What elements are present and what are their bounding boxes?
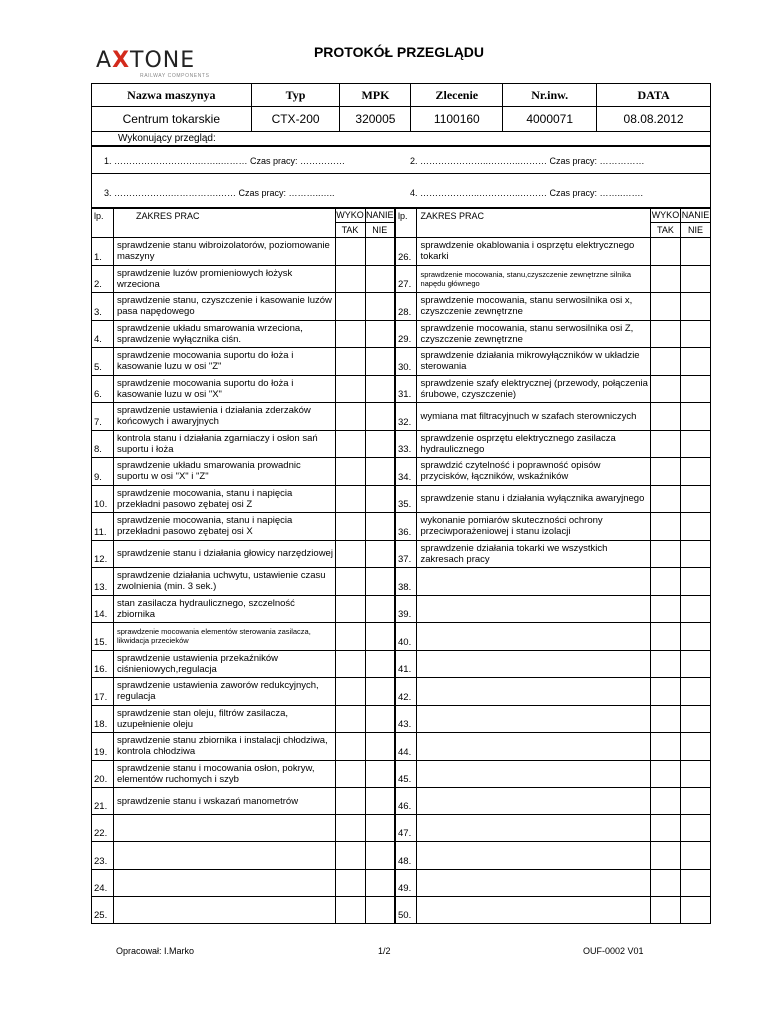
item-number: 25.	[92, 896, 114, 923]
item-number: 9.	[92, 458, 114, 486]
item-description: sprawdzenie okablowania i osprzętu elektrycznego tokarki	[417, 238, 650, 266]
item-number: 38.	[395, 568, 417, 596]
machine-info-table	[91, 83, 711, 132]
col-type: Typ	[251, 84, 340, 107]
yes-checkbox-cell[interactable]	[650, 678, 680, 706]
lp-header: lp.	[395, 209, 417, 238]
item-description	[417, 842, 650, 869]
no-checkbox-cell[interactable]	[680, 842, 710, 869]
no-checkbox-cell[interactable]	[365, 265, 395, 293]
value-inventory-no: 4000071	[503, 107, 597, 132]
item-number: 31.	[395, 375, 417, 403]
no-checkbox-cell[interactable]	[680, 348, 710, 376]
col-order: Zlecenie	[411, 84, 503, 107]
item-number: 44.	[395, 733, 417, 761]
item-description: sprawdzenie stan oleju, filtrów zasilacza, uzupełnienie oleju	[113, 705, 335, 733]
table-row	[92, 403, 711, 431]
item-description: sprawdzenie stanu i działania wyłącznika awaryjnego	[417, 485, 650, 513]
item-description: sprawdzenie stanu i mocowania osłon, pokryw, elementów ruchomych i szyb	[113, 760, 335, 788]
item-number: 40.	[395, 623, 417, 651]
col-date: DATA	[597, 84, 711, 107]
no-checkbox-cell[interactable]	[365, 348, 395, 376]
item-description	[113, 869, 335, 896]
no-checkbox-cell[interactable]	[365, 320, 395, 348]
no-checkbox-cell[interactable]	[680, 265, 710, 293]
yes-checkbox-cell[interactable]	[650, 896, 680, 923]
value-order: 1100160	[411, 107, 503, 132]
item-description: sprawdzenie działania mikrowyłączników w układzie sterowania	[417, 348, 650, 376]
item-number: 50.	[395, 896, 417, 923]
table-row	[92, 458, 711, 486]
value-date: 08.08.2012	[597, 107, 711, 132]
item-number: 46.	[395, 788, 417, 815]
table-row	[92, 348, 711, 376]
machine-info-header-row	[92, 84, 711, 107]
yes-checkbox-cell[interactable]	[335, 678, 365, 706]
yes-header: TAK	[650, 223, 680, 238]
yes-checkbox-cell[interactable]	[335, 375, 365, 403]
item-number: 16.	[92, 650, 114, 678]
done-header-a: WYKO	[335, 209, 365, 223]
item-description	[417, 869, 650, 896]
no-checkbox-cell[interactable]	[680, 513, 710, 541]
yes-checkbox-cell[interactable]	[335, 540, 365, 568]
table-row	[92, 430, 711, 458]
yes-checkbox-cell[interactable]	[335, 568, 365, 596]
inspectors-box	[92, 145, 710, 209]
item-description: kontrola stanu i działania zgarniaczy i osłon sań suportu i łoża	[113, 430, 335, 458]
yes-checkbox-cell[interactable]	[335, 403, 365, 431]
item-description: stan zasilacza hydraulicznego, szczelność zbiornika	[113, 595, 335, 623]
item-number: 26.	[395, 238, 417, 266]
yes-checkbox-cell[interactable]	[650, 513, 680, 541]
table-row	[92, 265, 711, 293]
item-description: sprawdzenie ustawienia i działania zderzaków końcowych i awaryjnych	[113, 403, 335, 431]
item-description: sprawdzenie szafy elektrycznej (przewody, połączenia śrubowe, czyszczenie)	[417, 375, 650, 403]
work-scope-table	[91, 208, 711, 924]
no-checkbox-cell[interactable]	[365, 513, 395, 541]
yes-checkbox-cell[interactable]	[335, 293, 365, 321]
done-header-b: NANIE	[680, 209, 710, 223]
footer-author: Opracował: I.Marko	[116, 946, 195, 956]
no-checkbox-cell[interactable]	[365, 568, 395, 596]
item-number: 3.	[92, 293, 114, 321]
item-description	[417, 705, 650, 733]
yes-checkbox-cell[interactable]	[650, 842, 680, 869]
yes-checkbox-cell[interactable]	[650, 650, 680, 678]
item-description	[417, 623, 650, 651]
item-number: 6.	[92, 375, 114, 403]
no-checkbox-cell[interactable]	[365, 403, 395, 431]
no-checkbox-cell[interactable]	[365, 705, 395, 733]
no-checkbox-cell[interactable]	[680, 568, 710, 596]
item-number: 28.	[395, 293, 417, 321]
footer-page-number: 1/2	[378, 946, 391, 956]
item-number: 47.	[395, 815, 417, 842]
inspectors-divider	[92, 173, 710, 174]
item-description	[113, 842, 335, 869]
item-description: sprawdzenie mocowania suportu do łoża i kasowanie luzu w osi "X"	[113, 375, 335, 403]
yes-checkbox-cell[interactable]	[650, 788, 680, 815]
no-checkbox-cell[interactable]	[365, 623, 395, 651]
table-row	[92, 595, 711, 623]
no-checkbox-cell[interactable]	[680, 869, 710, 896]
lp-header: lp.	[92, 209, 114, 238]
yes-checkbox-cell[interactable]	[335, 595, 365, 623]
item-number: 24.	[92, 869, 114, 896]
item-number: 10.	[92, 485, 114, 513]
item-number: 49.	[395, 869, 417, 896]
item-number: 1.	[92, 238, 114, 266]
value-machine-name: Centrum tokarskie	[92, 107, 252, 132]
no-checkbox-cell[interactable]	[365, 430, 395, 458]
item-number: 33.	[395, 430, 417, 458]
item-number: 34.	[395, 458, 417, 486]
yes-checkbox-cell[interactable]	[650, 815, 680, 842]
item-description: sprawdzenie stanu wibroizolatorów, poziomowanie maszyny	[113, 238, 335, 266]
no-checkbox-cell[interactable]	[680, 403, 710, 431]
no-checkbox-cell[interactable]	[680, 815, 710, 842]
yes-checkbox-cell[interactable]	[335, 458, 365, 486]
item-description: sprawdzenie ustawienia zaworów redukcyjnych, regulacja	[113, 678, 335, 706]
no-checkbox-cell[interactable]	[365, 788, 395, 815]
scope-header: ZAKRES PRAC	[417, 209, 650, 238]
item-number: 43.	[395, 705, 417, 733]
no-checkbox-cell[interactable]	[365, 485, 395, 513]
table-row	[92, 623, 711, 651]
yes-checkbox-cell[interactable]	[650, 348, 680, 376]
no-checkbox-cell[interactable]	[680, 733, 710, 761]
yes-checkbox-cell[interactable]	[650, 403, 680, 431]
no-checkbox-cell[interactable]	[680, 485, 710, 513]
yes-checkbox-cell[interactable]	[335, 760, 365, 788]
no-checkbox-cell[interactable]	[680, 595, 710, 623]
yes-checkbox-cell[interactable]	[650, 733, 680, 761]
no-header: NIE	[680, 223, 710, 238]
inspectors-label: Wykonujący przegląd:	[118, 133, 216, 144]
item-description: sprawdzenie mocowania, stanu serwosilnika osi x, czyszczenie zewnętrzne	[417, 293, 650, 321]
table-row	[92, 705, 711, 733]
table-row	[92, 869, 711, 896]
table-row	[92, 513, 711, 541]
table-header-row	[92, 209, 711, 223]
yes-checkbox-cell[interactable]	[650, 705, 680, 733]
yes-checkbox-cell[interactable]	[650, 265, 680, 293]
inspector-1-line: 1. ……………………….……..……… Czas pracy: ……………	[104, 156, 346, 166]
logo-tagline: RAILWAY COMPONENTS	[140, 73, 210, 79]
item-description: wykonanie pomiarów skuteczności ochrony przeciwporażeniowej i stanu izolacji	[417, 513, 650, 541]
item-number: 14.	[92, 595, 114, 623]
yes-checkbox-cell[interactable]	[335, 485, 365, 513]
yes-header: TAK	[335, 223, 365, 238]
inspectors-section	[91, 132, 711, 208]
item-description: sprawdzenie działania uchwytu, ustawienie czasu zwolnienia (min. 3 sek.)	[113, 568, 335, 596]
item-description	[417, 760, 650, 788]
table-row	[92, 896, 711, 923]
footer-document-code: OUF-0002 V01	[583, 946, 644, 956]
item-number: 21.	[92, 788, 114, 815]
item-number: 45.	[395, 760, 417, 788]
item-number: 48.	[395, 842, 417, 869]
item-description	[417, 815, 650, 842]
yes-checkbox-cell[interactable]	[335, 320, 365, 348]
table-row	[92, 788, 711, 815]
yes-checkbox-cell[interactable]	[335, 348, 365, 376]
yes-checkbox-cell[interactable]	[335, 733, 365, 761]
item-number: 30.	[395, 348, 417, 376]
table-row	[92, 485, 711, 513]
no-checkbox-cell[interactable]	[365, 375, 395, 403]
table-row	[92, 293, 711, 321]
item-number: 5.	[92, 348, 114, 376]
item-description	[417, 568, 650, 596]
table-row	[92, 733, 711, 761]
yes-checkbox-cell[interactable]	[335, 265, 365, 293]
item-number: 23.	[92, 842, 114, 869]
item-description: sprawdzenie stanu zbiornika i instalacji chłodziwa, kontrola chłodziwa	[113, 733, 335, 761]
yes-checkbox-cell[interactable]	[335, 623, 365, 651]
item-description: sprawdzenie działania tokarki we wszystkich zakresach pracy	[417, 540, 650, 568]
item-description	[417, 788, 650, 815]
item-number: 29.	[395, 320, 417, 348]
no-checkbox-cell[interactable]	[365, 595, 395, 623]
item-number: 13.	[92, 568, 114, 596]
value-mpk: 320005	[340, 107, 411, 132]
no-checkbox-cell[interactable]	[680, 760, 710, 788]
logo-wordmark: AXTONE	[96, 48, 196, 73]
no-checkbox-cell[interactable]	[680, 788, 710, 815]
yes-checkbox-cell[interactable]	[650, 485, 680, 513]
item-description: sprawdzenie stanu, czyszczenie i kasowanie luzów pasa napędowego	[113, 293, 335, 321]
table-row	[92, 650, 711, 678]
no-checkbox-cell[interactable]	[365, 650, 395, 678]
inspector-3-line: 3. ……………….…………….…… Czas pracy: ………..…..	[104, 188, 335, 198]
item-description	[113, 815, 335, 842]
item-description	[417, 595, 650, 623]
no-checkbox-cell[interactable]	[680, 540, 710, 568]
yes-checkbox-cell[interactable]	[335, 650, 365, 678]
item-number: 22.	[92, 815, 114, 842]
item-number: 11.	[92, 513, 114, 541]
yes-checkbox-cell[interactable]	[335, 238, 365, 266]
no-checkbox-cell[interactable]	[365, 458, 395, 486]
table-row	[92, 375, 711, 403]
no-checkbox-cell[interactable]	[680, 650, 710, 678]
item-number: 41.	[395, 650, 417, 678]
yes-checkbox-cell[interactable]	[650, 320, 680, 348]
no-checkbox-cell[interactable]	[680, 320, 710, 348]
item-description: sprawdzić czytelność i poprawność opisów przycisków, łączników, wskaźników	[417, 458, 650, 486]
item-description: sprawdzenie układu smarowania prowadnic suportu w osi "X" i "Z"	[113, 458, 335, 486]
item-description: sprawdzenie stanu i działania głowicy narzędziowej	[113, 540, 335, 568]
item-number: 12.	[92, 540, 114, 568]
item-number: 42.	[395, 678, 417, 706]
item-number: 2.	[92, 265, 114, 293]
yes-checkbox-cell[interactable]	[650, 568, 680, 596]
yes-checkbox-cell[interactable]	[650, 623, 680, 651]
yes-checkbox-cell[interactable]	[650, 540, 680, 568]
item-description: sprawdzenie luzów promieniowych łożysk wrzeciona	[113, 265, 335, 293]
yes-checkbox-cell[interactable]	[335, 513, 365, 541]
item-number: 32.	[395, 403, 417, 431]
yes-checkbox-cell[interactable]	[335, 896, 365, 923]
no-checkbox-cell[interactable]	[680, 896, 710, 923]
item-number: 17.	[92, 678, 114, 706]
no-checkbox-cell[interactable]	[680, 678, 710, 706]
item-number: 39.	[395, 595, 417, 623]
item-number: 8.	[92, 430, 114, 458]
item-description: wymiana mat filtracyjnuch w szafach sterowniczych	[417, 403, 650, 431]
value-type: CTX-200	[251, 107, 340, 132]
scope-header: ZAKRES PRAC	[113, 209, 335, 238]
table-row	[92, 238, 711, 266]
item-number: 7.	[92, 403, 114, 431]
item-number: 20.	[92, 760, 114, 788]
item-description: sprawdzenie mocowania, stanu i napięcia przekładni pasowo zębatej osi Z	[113, 485, 335, 513]
yes-checkbox-cell[interactable]	[650, 458, 680, 486]
yes-checkbox-cell[interactable]	[650, 869, 680, 896]
no-checkbox-cell[interactable]	[680, 375, 710, 403]
item-number: 19.	[92, 733, 114, 761]
no-checkbox-cell[interactable]	[680, 293, 710, 321]
item-description	[417, 678, 650, 706]
no-checkbox-cell[interactable]	[680, 238, 710, 266]
yes-checkbox-cell[interactable]	[335, 869, 365, 896]
item-description: sprawdzenie mocowania, stanu,czyszczenie zewnętrzne silnika napędu głównego	[417, 265, 650, 293]
item-number: 18.	[92, 705, 114, 733]
yes-checkbox-cell[interactable]	[335, 705, 365, 733]
yes-checkbox-cell[interactable]	[650, 293, 680, 321]
item-description: sprawdzenie mocowania, stanu serwosilnika osi Z, czyszczenie zewnętrzne	[417, 320, 650, 348]
col-mpk: MPK	[340, 84, 411, 107]
item-number: 35.	[395, 485, 417, 513]
item-number: 27.	[395, 265, 417, 293]
item-number: 4.	[92, 320, 114, 348]
no-checkbox-cell[interactable]	[365, 540, 395, 568]
yes-checkbox-cell[interactable]	[335, 430, 365, 458]
item-number: 36.	[395, 513, 417, 541]
item-description: sprawdzenie stanu i wskazań manometrów	[113, 788, 335, 815]
item-number: 15.	[92, 623, 114, 651]
no-checkbox-cell[interactable]	[365, 733, 395, 761]
table-row	[92, 760, 711, 788]
item-description: sprawdzenie ustawienia przekaźników ciśnieniowych,regulacja	[113, 650, 335, 678]
table-row	[92, 842, 711, 869]
yes-checkbox-cell[interactable]	[335, 788, 365, 815]
yes-checkbox-cell[interactable]	[335, 842, 365, 869]
no-checkbox-cell[interactable]	[680, 705, 710, 733]
table-row	[92, 320, 711, 348]
yes-checkbox-cell[interactable]	[650, 375, 680, 403]
yes-checkbox-cell[interactable]	[650, 595, 680, 623]
table-row	[92, 540, 711, 568]
machine-info-value-row	[92, 107, 711, 132]
table-row	[92, 568, 711, 596]
item-description	[417, 650, 650, 678]
item-description: sprawdzenie układu smarowania wrzeciona, sprawdzenie wyłącznika ciśn.	[113, 320, 335, 348]
item-description: sprawdzenie mocowania elementów sterowania zasilacza, likwidacja przecieków	[113, 623, 335, 651]
yes-checkbox-cell[interactable]	[335, 815, 365, 842]
no-checkbox-cell[interactable]	[365, 869, 395, 896]
item-description: sprawdzenie osprzętu elektrycznego zasilacza hydraulicznego	[417, 430, 650, 458]
no-checkbox-cell[interactable]	[365, 896, 395, 923]
item-description: sprawdzenie mocowania suportu do łoża i kasowanie luzu w osi "Z"	[113, 348, 335, 376]
item-number: 37.	[395, 540, 417, 568]
table-row	[92, 678, 711, 706]
table-row	[92, 815, 711, 842]
no-checkbox-cell[interactable]	[365, 678, 395, 706]
no-checkbox-cell[interactable]	[365, 760, 395, 788]
no-checkbox-cell[interactable]	[680, 623, 710, 651]
no-checkbox-cell[interactable]	[365, 842, 395, 869]
item-description	[113, 896, 335, 923]
no-checkbox-cell[interactable]	[680, 458, 710, 486]
no-header: NIE	[365, 223, 395, 238]
item-description	[417, 896, 650, 923]
done-header-a: WYKO	[650, 209, 680, 223]
no-checkbox-cell[interactable]	[680, 430, 710, 458]
item-description	[417, 733, 650, 761]
yes-checkbox-cell[interactable]	[650, 238, 680, 266]
item-description: sprawdzenie mocowania, stanu i napięcia przekładni pasowo zębatej osi X	[113, 513, 335, 541]
inspector-4-line: 4. ………………..…………..……… Czas pracy: ……..…….	[410, 188, 644, 198]
done-header-b: NANIE	[365, 209, 395, 223]
no-checkbox-cell[interactable]	[365, 293, 395, 321]
document-title: PROTOKÓŁ PRZEGLĄDU	[313, 44, 485, 60]
col-machine-name: Nazwa maszynya	[92, 84, 252, 107]
col-inventory-no: Nr.inw.	[503, 84, 597, 107]
yes-checkbox-cell[interactable]	[650, 760, 680, 788]
inspector-2-line: 2. …………………..………..……… Czas pracy: ……………	[410, 156, 645, 166]
no-checkbox-cell[interactable]	[365, 815, 395, 842]
yes-checkbox-cell[interactable]	[650, 430, 680, 458]
no-checkbox-cell[interactable]	[365, 238, 395, 266]
